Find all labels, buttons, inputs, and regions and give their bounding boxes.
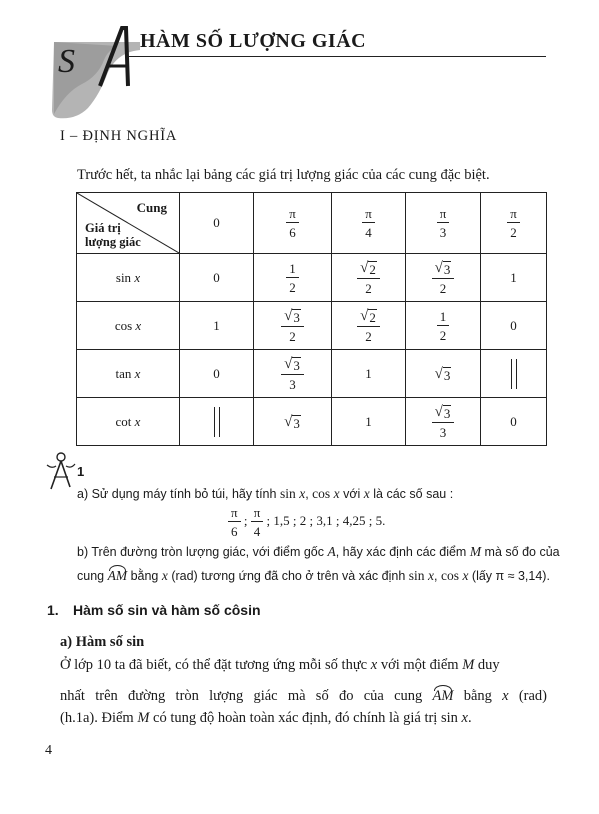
arc-symbol: AM	[107, 568, 128, 583]
sqrt	[360, 309, 377, 324]
radical-sign: √	[434, 403, 443, 420]
sqrt	[284, 415, 301, 430]
fraction-num	[432, 405, 455, 423]
math-text: cos	[440, 568, 459, 583]
function-var: x	[134, 413, 141, 429]
math-var: x	[299, 486, 306, 501]
radical-sign: √	[284, 413, 293, 430]
sqrt	[360, 261, 377, 276]
fraction-den: 2	[289, 279, 296, 295]
function-label	[77, 302, 180, 350]
fraction-den: 2	[439, 280, 447, 296]
math-var: M	[462, 657, 475, 673]
value-cell	[406, 254, 481, 302]
arc-cell: 0	[180, 193, 254, 254]
subsection-title: Hàm số sin và hàm số côsin	[73, 602, 261, 618]
fraction-den: 2	[365, 280, 372, 296]
arc-cell	[481, 193, 547, 254]
math-var: x	[363, 486, 370, 501]
value-cell: 1	[332, 350, 406, 398]
text-span: ,	[434, 569, 441, 583]
function-label	[77, 398, 180, 446]
arc-cell	[254, 193, 332, 254]
text-span: bằng	[127, 569, 162, 583]
text-span: .	[467, 710, 472, 726]
fraction-num	[357, 261, 380, 279]
arc-symbol: AM	[432, 688, 454, 704]
intro-text: Trước hết, ta nhắc lại bảng các giá trị lượng giác của các cung đặc biệt.	[77, 167, 490, 183]
paragraph-line	[60, 657, 500, 674]
radical-sign: √	[284, 355, 293, 372]
text-span: với một điểm	[377, 657, 463, 673]
radical-sign: √	[360, 259, 369, 276]
page-number: 4	[45, 743, 52, 758]
svg-text:S: S	[58, 43, 75, 80]
paragraph-line	[60, 688, 547, 705]
fraction	[281, 357, 304, 391]
activity-part-b-line2	[77, 568, 550, 584]
radical-sign: √	[434, 259, 443, 276]
fraction-den: 3	[439, 225, 447, 240]
function-label	[77, 350, 180, 398]
radical-sign: √	[434, 365, 443, 382]
value-cell: 1	[332, 398, 406, 446]
value-cell	[180, 398, 254, 446]
fraction	[507, 207, 520, 239]
fraction-den: 2	[439, 327, 447, 343]
value-cell	[332, 302, 406, 350]
math-var: x	[333, 486, 340, 501]
function-name: tan	[115, 365, 132, 381]
text-span: có tung độ hoàn toàn xác định, đó chính là giá trị	[149, 710, 441, 726]
function-name: sin	[115, 269, 132, 285]
fraction-den: 4	[365, 225, 372, 240]
value-cell: 1	[481, 254, 547, 302]
fraction	[432, 261, 455, 295]
subsection-heading	[47, 602, 261, 618]
fraction	[362, 207, 375, 239]
text-span: ; 1,5 ; 2 ; 3,1 ; 4,25 ; 5.	[263, 512, 386, 528]
value-cell	[332, 254, 406, 302]
text-span: là các số sau :	[369, 487, 454, 501]
math-var: M	[469, 544, 482, 559]
values-list	[228, 506, 385, 538]
sqrt	[435, 405, 452, 420]
header-value-label-line2: lượng giác	[85, 235, 141, 249]
subsection-number: 1.	[47, 602, 59, 618]
text-span: (h.1a). Điểm	[60, 710, 138, 726]
function-name: cos	[114, 317, 133, 333]
radicand: 2	[369, 309, 376, 325]
math-var: x	[502, 688, 509, 704]
activity-number: 1	[77, 464, 85, 479]
function-label	[77, 254, 180, 302]
text-span: (rad) tương ứng đã cho ở trên và xác định	[167, 569, 409, 583]
fraction	[228, 506, 241, 538]
fraction	[437, 310, 450, 342]
table-row	[77, 398, 547, 446]
arc-cell	[332, 193, 406, 254]
radicand: 3	[443, 261, 451, 277]
table-row	[77, 254, 547, 302]
text-span: (lấy π ≈ 3,14).	[468, 569, 550, 583]
math-text: cos	[312, 486, 331, 501]
fraction	[437, 207, 450, 239]
fraction-num	[357, 309, 380, 327]
value-cell	[406, 302, 481, 350]
radicand: 2	[369, 261, 376, 277]
math-var: x	[370, 657, 378, 673]
sqrt	[435, 367, 452, 382]
math-var: M	[137, 710, 150, 726]
fraction	[357, 261, 380, 295]
function-var: x	[135, 317, 142, 333]
header-value-label-line1: Giá trị	[85, 221, 121, 235]
fraction-num: 1	[286, 262, 299, 278]
math-var: x	[428, 568, 434, 583]
fraction-num: π	[437, 207, 450, 223]
math-text: sin	[279, 486, 296, 501]
text-span: ,	[305, 487, 313, 501]
function-var: x	[134, 269, 141, 285]
text-span: b) Trên đường tròn lượng giác, với điểm gốc	[77, 545, 328, 559]
function-var: x	[134, 365, 141, 381]
sqrt	[435, 261, 452, 276]
fraction	[286, 262, 299, 294]
function-name: cot	[115, 413, 132, 429]
sqrt	[284, 309, 301, 324]
radical-sign: √	[284, 307, 293, 324]
fraction-den: 2	[365, 328, 372, 344]
text-span: mà số đo của	[481, 545, 560, 559]
sub-heading-a: a) Hàm số sin	[60, 634, 145, 650]
fraction-den: 4	[253, 524, 261, 539]
table-corner-cell	[77, 193, 180, 254]
text-span: bằng	[453, 688, 503, 704]
radicand: 3	[293, 309, 300, 325]
fraction	[251, 506, 264, 538]
fraction-den: 3	[289, 376, 296, 392]
value-cell	[254, 254, 332, 302]
fraction-num	[281, 309, 304, 327]
math-var: x	[161, 568, 168, 583]
arc-cell	[406, 193, 481, 254]
fraction-num: π	[286, 207, 299, 223]
radicand: 3	[443, 405, 451, 421]
text-span: nhất trên đường tròn lượng giác mà số đo của cung	[60, 688, 433, 704]
activity-part-b-line1	[77, 544, 560, 560]
value-cell: 0	[481, 398, 547, 446]
fraction-num: π	[251, 506, 264, 522]
compass-activity-icon	[44, 451, 78, 491]
math-var: A	[327, 544, 336, 559]
value-cell	[481, 350, 547, 398]
text-span: ;	[240, 512, 251, 528]
text-span: cung	[77, 569, 108, 583]
value-cell	[254, 398, 332, 446]
radicand: 3	[293, 357, 300, 373]
fraction-num	[432, 261, 455, 279]
fraction	[357, 309, 380, 343]
fraction-den: 6	[231, 524, 238, 539]
chapter-title: HÀM SỐ LƯỢNG GIÁC	[140, 30, 367, 52]
fraction-num: π	[507, 207, 520, 223]
fraction-num: 1	[437, 310, 450, 326]
radicand: 3	[443, 367, 451, 383]
text-span: Ở lớp 10 ta đã biết, có thể đặt tương ứng mỗi số thực	[60, 657, 371, 673]
math-var: x	[462, 568, 469, 583]
title-rule	[128, 56, 546, 57]
fraction-den: 2	[289, 328, 296, 344]
value-cell: 1	[180, 302, 254, 350]
math-text: sin	[440, 710, 458, 726]
undefined-mark	[214, 407, 220, 437]
fraction-num	[281, 357, 304, 375]
header-value-label	[85, 221, 141, 249]
fraction-den: 2	[510, 225, 517, 240]
math-text: sin	[408, 568, 425, 583]
table-header-row	[77, 193, 547, 254]
text-span: (rad)	[508, 688, 547, 704]
value-cell	[254, 350, 332, 398]
text-span: , hãy xác định các điểm	[335, 545, 470, 559]
table-row	[77, 302, 547, 350]
radical-sign: √	[360, 307, 369, 324]
fraction-den: 6	[289, 225, 296, 240]
trig-values-table	[76, 192, 547, 446]
fraction	[286, 207, 299, 239]
value-cell	[406, 398, 481, 446]
table-row	[77, 350, 547, 398]
paragraph-line	[60, 710, 472, 727]
section-heading: I – ĐỊNH NGHĨA	[60, 128, 178, 144]
fraction-num: π	[228, 506, 241, 522]
text-span: a) Sử dụng máy tính bỏ túi, hãy tính	[77, 487, 280, 501]
section-emblem-icon	[48, 22, 140, 120]
value-cell: 0	[481, 302, 547, 350]
activity-part-a	[77, 486, 453, 502]
sqrt	[284, 357, 301, 372]
value-cell: 0	[180, 350, 254, 398]
fraction-num: π	[362, 207, 375, 223]
fraction	[281, 309, 304, 343]
fraction	[432, 405, 455, 439]
text-span: với	[339, 487, 364, 501]
text-span: duy	[474, 657, 500, 673]
undefined-mark	[511, 359, 517, 389]
radicand: 3	[293, 415, 300, 431]
value-cell: 0	[180, 254, 254, 302]
fraction-den: 3	[439, 424, 447, 440]
value-cell	[254, 302, 332, 350]
math-var: x	[461, 710, 468, 726]
header-arc-label: Cung	[136, 200, 167, 215]
value-cell	[406, 350, 481, 398]
